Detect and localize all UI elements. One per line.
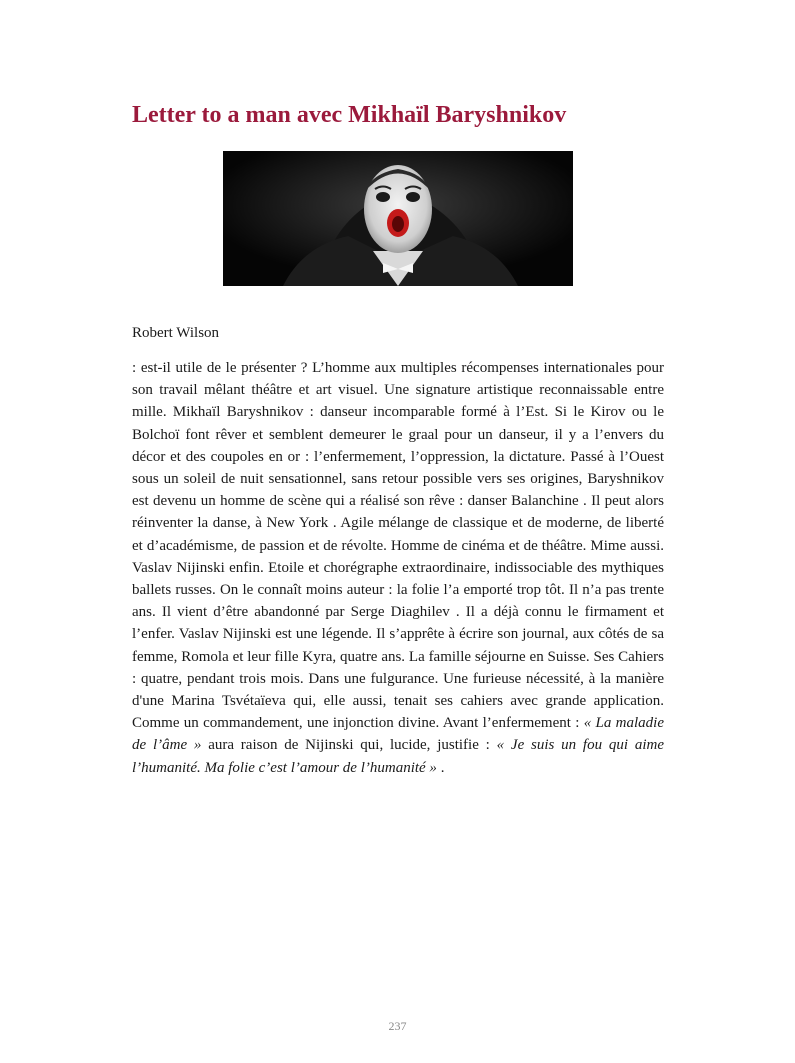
quote-nijinski: « Je suis un fou qui aime l’humanité. Ma folie c’est l’amour de l’humanité » xyxy=(132,737,665,776)
closing-period: . xyxy=(440,759,445,776)
article-body xyxy=(132,357,664,779)
author-name: Robert Wilson xyxy=(132,325,220,341)
performer-photo xyxy=(223,151,573,286)
body-paragraph xyxy=(132,357,664,779)
body-text: : est-il utile de le présenter ? L’homme aux multiples récompenses internationales pour son travail mêlant théâtre et art visuel. Une signature artistique reconnaissable entre mille. Mikhaïl Baryshnikov : danseur incomparable formé à l’Est. Si le Kirov ou le Bolchoï font rêver et semblent demeurer le graal pour un danseur, il y a l’envers du décor et des coupoles en or : l’enfermement, l’oppression, la dictature. Passé à l’Ouest sous un soleil de nuit sensationnel, sans retour possible vers ses origines, Baryshnikov est devenu un homme de scène qui a réalisé son rêve : danser Balanchine . Il peut alors réinventer la danse, à New York . Agile mélange de classique et de moderne, de liberté et d’académisme, de passion et de révolte. Homme de cinéma et de théâtre. Mime aussi. Vaslav Nijinski enfin. Etoile et chorégraphe extraordinaire, indissociable des mythiques ballets russes. On le connaît moins auteur : la folie l’a emporté trop tôt. Il n’a pas trente ans. Il vient d’être abandonné par Serge Diaghilev . Il a déjà connu le firmament et l’enfer. Vaslav Nijinski est une légende. Il s’apprête à écrire son journal, aux côtés de sa femme, Romola et leur fille Kyra, quatre ans. La famille séjourne en Suisse. Ses Cahiers : quatre, pendant trois mois. Dans une fulgurance. Une furieuse nécessité, à la manière d'une Marina Tsvétaïeva qui, elle aussi, tenait ses cahiers avec grande application. Comme un commandement, une injonction divine. Avant l’enfermement : xyxy=(132,360,664,732)
page-number: 237 xyxy=(388,1019,407,1033)
article-title: Letter to a man avec Mikhaïl Baryshnikov xyxy=(132,102,567,128)
mime-performer-image xyxy=(223,151,573,286)
body-text-continued: aura raison de Nijinski qui, lucide, justifie : xyxy=(208,737,490,754)
quote-maladie: « La maladie de l’âme » xyxy=(132,715,664,754)
